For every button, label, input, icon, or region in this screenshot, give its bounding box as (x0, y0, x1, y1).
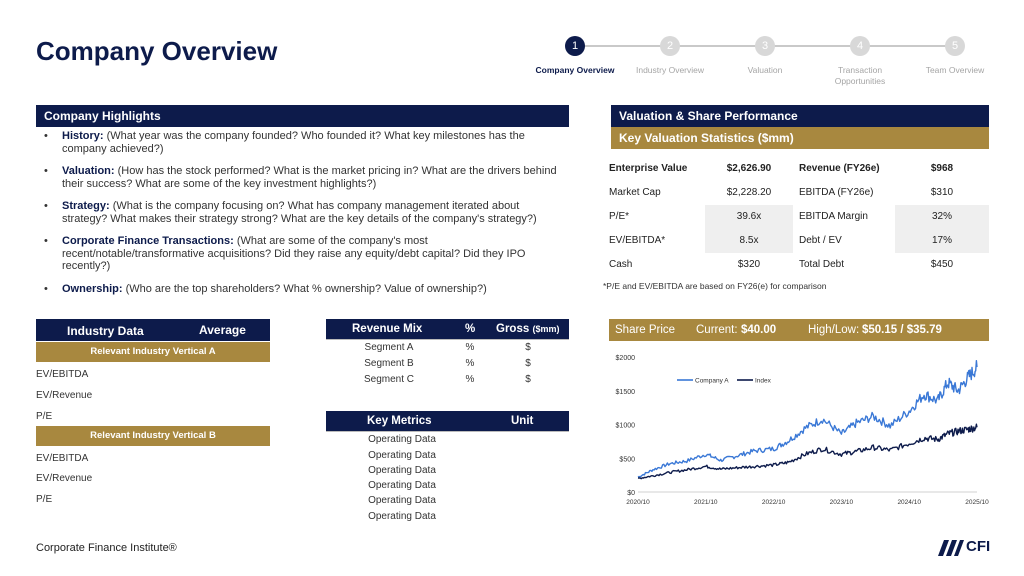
progress-stepper (0, 0, 1024, 90)
legend-label: Index (755, 377, 771, 385)
revenue-mix-col3-unit: ($mm) (532, 324, 560, 334)
revenue-mix-segment: Segment A (364, 342, 414, 353)
page-title: Company Overview (36, 36, 278, 66)
share-price-label: Share Price (615, 324, 676, 336)
company-highlights-header: Company Highlights (36, 105, 569, 127)
revenue-mix-col3 (496, 319, 559, 339)
val-value-enterprise-value: $2,626.90 (726, 163, 772, 174)
key-metric-row: Operating Data (368, 465, 436, 476)
industry-data-header (36, 319, 270, 341)
revenue-mix-pct: % (465, 342, 475, 353)
val-value-revenue: $968 (930, 163, 954, 174)
list-item (44, 283, 564, 296)
revenue-mix-gross: $ (525, 342, 531, 353)
cfi-logo-text: CFI (966, 538, 991, 555)
highlight-text: (Who are the top shareholders? What % ownership? Value of ownership?) (122, 282, 487, 295)
val-label-ev-ebitda: EV/EBITDA* (609, 235, 666, 246)
val-value-market-cap: $2,228.20 (726, 187, 772, 198)
key-metrics-header (326, 411, 569, 431)
key-metric-row: Operating Data (368, 495, 436, 506)
revenue-mix-pct: % (465, 358, 475, 369)
revenue-mix-col2: % (465, 323, 476, 335)
highlights-list (44, 130, 564, 305)
vertical-b-row: EV/Revenue (36, 473, 93, 484)
series-line-company-a (638, 361, 977, 478)
current-price-value: $40.00 (741, 324, 777, 336)
val-value-total-debt: $450 (930, 259, 954, 270)
val-label-total-debt: Total Debt (799, 259, 845, 270)
list-item (44, 235, 564, 273)
step-3-circle[interactable]: 3 (755, 36, 775, 56)
highlight-label: Valuation: (62, 165, 115, 177)
vertical-a-row: EV/Revenue (36, 390, 93, 401)
valuation-footnote: *P/E and EV/EBITDA are based on FY26(e) for comparison (603, 281, 827, 291)
cfi-logo-icon (936, 540, 964, 556)
highlight-text: (How has the stock performed? What is the market pricing in? What are the drivers behind their success? What are some of the key investment highlights?) (62, 165, 557, 190)
step-4-circle[interactable]: 4 (850, 36, 870, 56)
val-value-ev-ebitda: 8.5x (739, 235, 759, 246)
share-price-bar (609, 319, 989, 341)
step-1-label[interactable]: Company Overview (535, 65, 615, 75)
revenue-mix-gross: $ (525, 358, 531, 369)
step-2-label[interactable]: Industry Overview (635, 65, 705, 75)
highlight-label: Ownership: (62, 282, 123, 295)
val-value-ebitda: $310 (930, 187, 954, 198)
highlight-text: (What are some of the company's most recent/notable/transformative acquisitions? Did they raise any equity/debt capital? Did they IPO recently?) (62, 235, 526, 272)
vertical-a-row: EV/EBITDA (36, 369, 89, 380)
vertical-a-header: Relevant Industry Vertical A (36, 342, 270, 362)
step-4-label[interactable]: Transaction Opportunities (834, 65, 886, 86)
val-label-cash: Cash (609, 259, 633, 270)
highlight-text: (What year was the company founded? Who founded it? What key milestones has the company achieved?) (62, 130, 525, 155)
val-label-market-cap: Market Cap (609, 187, 661, 198)
list-item (44, 130, 564, 155)
y-tick-label: $500 (619, 456, 635, 464)
step-2-circle[interactable]: 2 (660, 36, 680, 56)
divider (326, 339, 569, 340)
revenue-mix-gross: $ (525, 374, 531, 385)
val-label-debt-ev: Debt / EV (799, 235, 842, 246)
revenue-mix-header (326, 319, 569, 339)
share-price-chart (605, 345, 989, 515)
legend-label: Company A (695, 377, 729, 385)
highlight-label: Corporate Finance Transactions: (62, 235, 234, 247)
revenue-mix-segment: Segment B (364, 358, 414, 369)
val-value-ebitda-margin: 32% (931, 211, 952, 222)
key-metric-row: Operating Data (368, 480, 436, 491)
step-5-circle[interactable]: 5 (945, 36, 965, 56)
highlow-value: $50.15 / $35.79 (862, 324, 942, 336)
val-label-ebitda: EBITDA (FY26e) (799, 187, 874, 198)
valuation-subheader: Key Valuation Statistics ($mm) (611, 127, 989, 149)
industry-data-col1: Industry Data (67, 324, 144, 338)
y-tick-label: $1000 (615, 422, 635, 430)
x-tick-label: 2024/10 (897, 499, 921, 506)
step-1-circle[interactable]: 1 (565, 36, 585, 56)
list-item (44, 165, 564, 190)
y-tick-label: $2000 (615, 355, 635, 362)
key-metric-row: Operating Data (368, 511, 436, 522)
highlight-label: Strategy: (62, 200, 110, 212)
vertical-a-row: P/E (36, 411, 53, 422)
highlight-label: History: (62, 130, 104, 142)
val-value-debt-ev: 17% (931, 235, 952, 246)
key-metrics-col2: Unit (511, 415, 534, 427)
x-tick-label: 2023/10 (829, 499, 854, 506)
valuation-table (605, 157, 989, 277)
list-item (44, 200, 564, 225)
vertical-b-header: Relevant Industry Vertical B (36, 426, 270, 446)
revenue-mix-col1: Revenue Mix (352, 323, 423, 335)
x-tick-label: 2021/10 (694, 499, 718, 506)
step-5-label[interactable]: Team Overview (925, 65, 985, 75)
key-metric-row: Operating Data (368, 450, 436, 461)
revenue-mix-segment: Segment C (363, 374, 415, 385)
val-label-revenue: Revenue (FY26e) (799, 163, 880, 174)
key-metrics-col1: Key Metrics (367, 415, 432, 427)
step-3-label[interactable]: Valuation (747, 65, 783, 75)
series-line-index (638, 424, 977, 479)
x-tick-label: 2025/10 (965, 499, 989, 506)
val-label-ebitda-margin: EBITDA Margin (799, 211, 868, 222)
valuation-header: Valuation & Share Performance (611, 105, 989, 127)
revenue-mix-pct: % (465, 374, 475, 385)
key-metric-row: Operating Data (368, 434, 436, 445)
val-label-enterprise-value: Enterprise Value (609, 163, 688, 174)
vertical-b-row: EV/EBITDA (36, 453, 89, 464)
highlow-label: High/Low: (808, 324, 860, 336)
divider (326, 431, 569, 432)
revenue-mix-col3-label: Gross (496, 323, 530, 335)
val-value-pe: 39.6x (736, 211, 762, 222)
x-tick-label: 2022/10 (761, 499, 786, 506)
current-price-label: Current: (696, 324, 738, 336)
y-tick-label: $1500 (615, 388, 635, 396)
vertical-b-row: P/E (36, 494, 53, 505)
y-tick-label: $0 (627, 490, 635, 497)
x-tick-label: 2020/10 (626, 499, 650, 506)
industry-data-col2: Average (199, 323, 246, 337)
highlight-text: (What is the company focusing on? What has company management iterated about strategy? What makes their strategy strong? What are the key details of the company's strategy?) (62, 200, 537, 225)
val-value-cash: $320 (737, 259, 761, 270)
footer-text: Corporate Finance Institute® (36, 542, 177, 554)
val-label-pe: P/E* (609, 211, 630, 222)
